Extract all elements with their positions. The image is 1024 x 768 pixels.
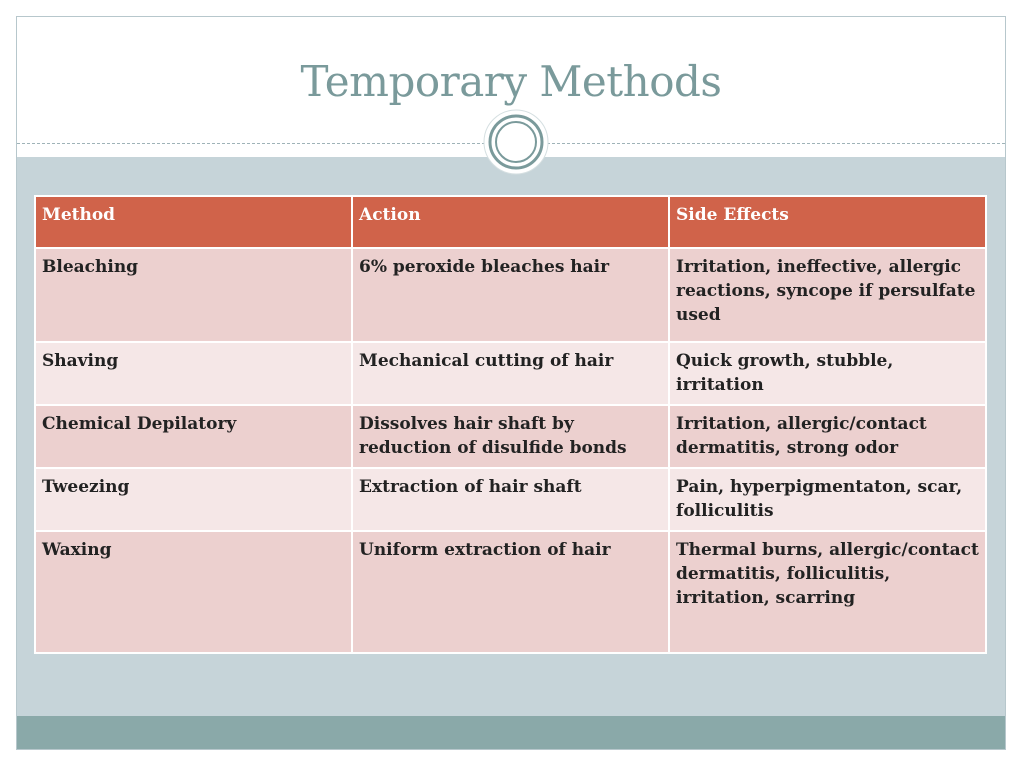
table-row bbox=[35, 468, 986, 531]
slide bbox=[16, 16, 1006, 750]
cell-action: Extraction of hair shaft bbox=[352, 468, 669, 531]
cell-side-effects: Irritation, ineffective, allergic reactions, syncope if persulfate used bbox=[669, 248, 986, 342]
table-row bbox=[35, 342, 986, 405]
header-method: Method bbox=[35, 196, 352, 248]
table-header-row bbox=[35, 196, 986, 248]
cell-action: Mechanical cutting of hair bbox=[352, 342, 669, 405]
header-side-effects: Side Effects bbox=[669, 196, 986, 248]
cell-side-effects: Pain, hyperpigmentaton, scar, folliculitis bbox=[669, 468, 986, 531]
temporary-methods-table bbox=[34, 195, 987, 654]
cell-method: Shaving bbox=[35, 342, 352, 405]
cell-method: Waxing bbox=[35, 531, 352, 653]
table-row bbox=[35, 248, 986, 342]
cell-method: Bleaching bbox=[35, 248, 352, 342]
cell-side-effects: Quick growth, stubble, irritation bbox=[669, 342, 986, 405]
concentric-circle-ornament-icon bbox=[483, 109, 549, 175]
slide-title: Temporary Methods bbox=[300, 57, 722, 106]
cell-side-effects: Irritation, allergic/contact dermatitis, strong odor bbox=[669, 405, 986, 468]
header-action: Action bbox=[352, 196, 669, 248]
table-row bbox=[35, 531, 986, 653]
cell-method: Chemical Depilatory bbox=[35, 405, 352, 468]
table-row bbox=[35, 405, 986, 468]
cell-action: Dissolves hair shaft by reduction of disulfide bonds bbox=[352, 405, 669, 468]
cell-action: Uniform extraction of hair bbox=[352, 531, 669, 653]
cell-side-effects: Thermal burns, allergic/contact dermatitis, folliculitis, irritation, scarring bbox=[669, 531, 986, 653]
footer-bar bbox=[17, 716, 1005, 750]
cell-method: Tweezing bbox=[35, 468, 352, 531]
cell-action: 6% peroxide bleaches hair bbox=[352, 248, 669, 342]
